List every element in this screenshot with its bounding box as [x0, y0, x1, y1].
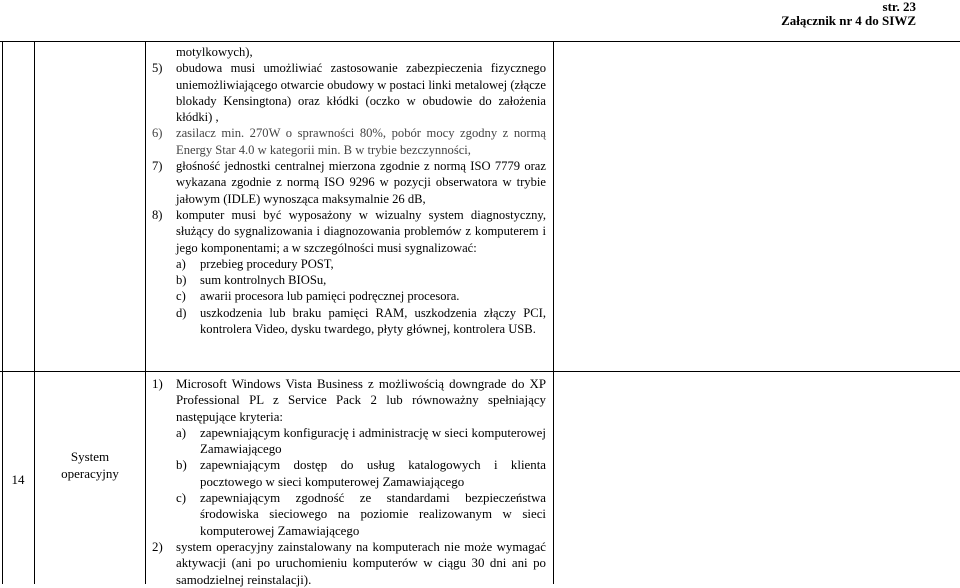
col-divider-2 — [145, 41, 146, 584]
table-left-border — [2, 41, 3, 584]
col-divider-1 — [34, 41, 35, 584]
list-item: 7) głośność jednostki centralnej mierzona zgodnie z normą ISO 7779 oraz wykazana zgodnie z normą ISO 9296 w pozycji obserwatora w trybie jałowym (IDLE) wynosząca maksymalnie 26 dB, — [152, 159, 546, 206]
row1-intro: motylkowych), — [176, 45, 253, 59]
page-header — [781, 0, 916, 28]
row-divider — [0, 371, 960, 372]
col-divider-3 — [553, 41, 554, 584]
sub-list-item: a) przebieg procedury POST, — [176, 256, 334, 271]
sub-list-item: d) uszkodzenia lub braku pamięci RAM, uszkodzenia złączy PCI, kontrolera Video, dysku twardego, płyty głównej, kontrolera USB. — [176, 305, 546, 337]
list-item: 6) zasilacz min. 270W o sprawności 80%, pobór mocy zgodny z normą Energy Star 4.0 w kategorii min. B w trybie bezczynności, — [152, 126, 546, 157]
row2-content — [152, 376, 546, 588]
table-top-border — [0, 41, 960, 42]
row-number: 14 — [11, 472, 25, 487]
row-title: System operacyjny — [61, 449, 119, 481]
page-number: str. 23 — [882, 0, 916, 14]
sub-list-item: a) zapewniającym konfigurację i administrację w sieci komputerowej Zamawiającego — [176, 425, 546, 457]
list-item: 1) Microsoft Windows Vista Business z możliwością downgrade do XP Professional PL z Service Pack 2 lub równoważny spełniający następujące kryteria: — [152, 377, 546, 424]
sub-list-item: c) awarii procesora lub pamięci podręcznej procesora. — [176, 289, 460, 304]
sub-list-item: b) zapewniającym dostęp do usług katalogowych i klienta pocztowego w sieci komputerowej Zamawiającego — [176, 458, 546, 489]
annex-title: Załącznik nr 4 do SIWZ — [781, 13, 916, 28]
sub-list-item: b) sum kontrolnych BIOSu, — [176, 273, 327, 288]
list-item: 2) system operacyjny zainstalowany na komputerach nie może wymagać aktywacji (ani po uruchomieniu komputerów w ciągu 30 dni ani po samodzielnej reinstalacji). — [152, 539, 546, 587]
list-item: 5) obudowa musi umożliwiać zastosowanie zabezpieczenia fizycznego uniemożliwiającego otwarcie obudowy w postaci linki metalowej (złącze blokady Kensingtona) oraz kłódki (oczko w obudowie do założenia kłódki) , — [152, 61, 546, 125]
row1-content — [152, 44, 546, 337]
sub-list-item: c) zapewniającym zgodność ze standardami bezpieczeństwa środowiska sieciowego na poziomie realizowanym w sieci komputerowej Zamawiającego — [176, 491, 546, 538]
list-item: 8) komputer musi być wyposażony w wizualny system diagnostyczny, służący do sygnalizowania i diagnozowania problemów z komputerem i jego komponentami; a w szczególności musi sygnalizować: — [152, 207, 546, 255]
